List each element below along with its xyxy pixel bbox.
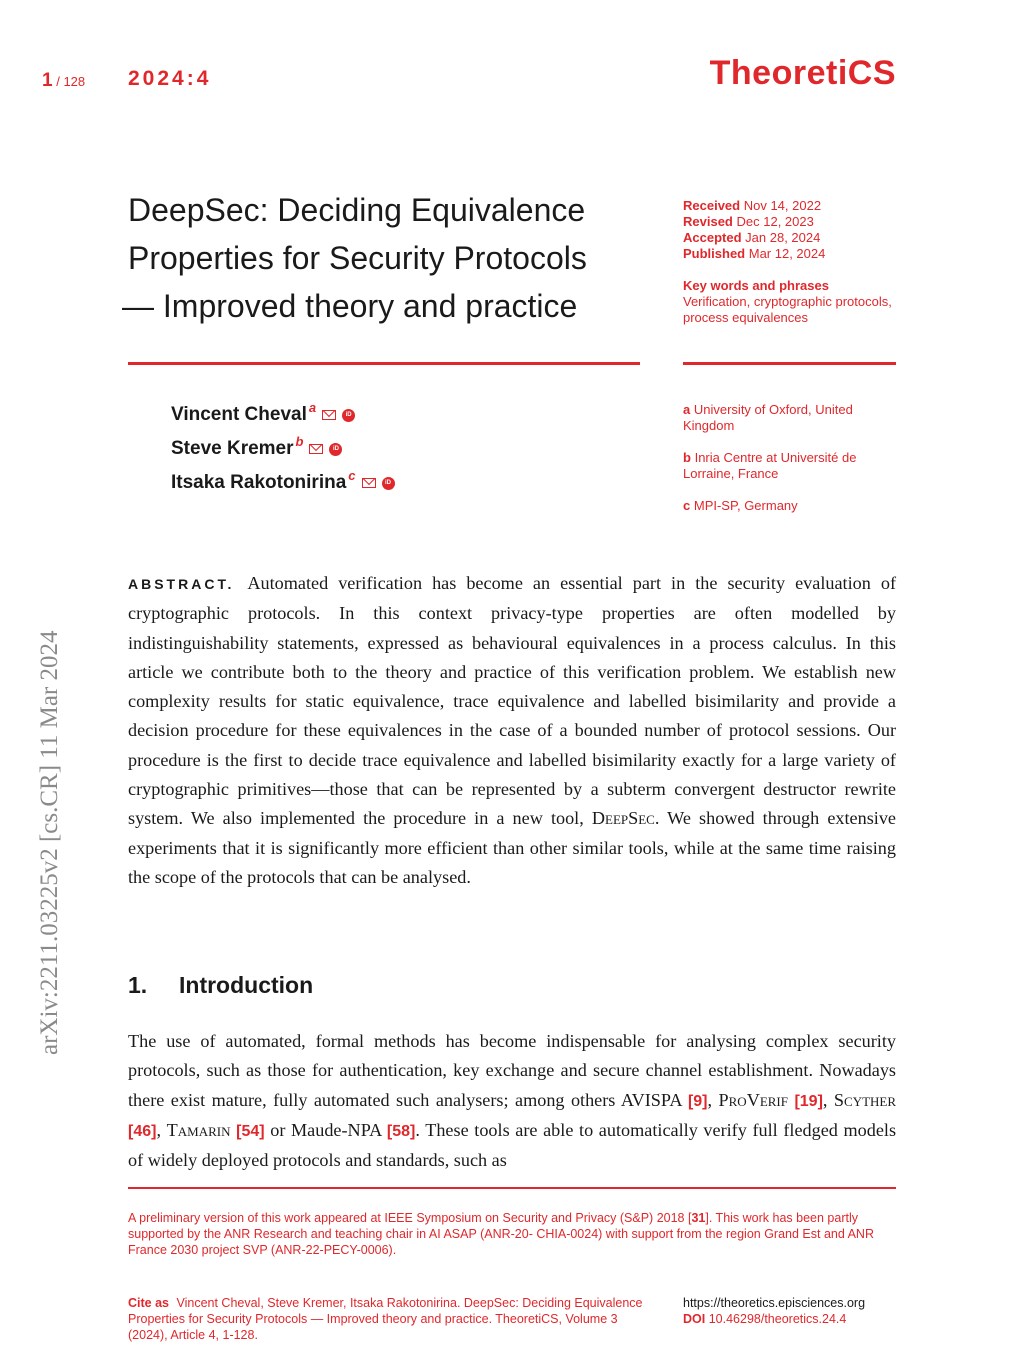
author-rakotonirina: Itsaka Rakotonirina $^c$ iD: [171, 466, 395, 500]
keywords: Verification, cryptographic protocols, process equivalences: [683, 294, 892, 325]
section-number: 1.: [128, 972, 148, 998]
tool-name-tamarin: Tamarin: [166, 1119, 231, 1140]
title-line-3: — Improved theory and practice: [122, 288, 578, 324]
abstract-text-2: . We showed through extensive experiments that it is significantly more efficient than other similar tools, while at the same time raising the scope of the protocols that can be analysed.: [128, 808, 897, 887]
author-kremer: Steve Kremer $^b$ iD: [171, 432, 395, 466]
citation-link[interactable]: [9]: [687, 1092, 708, 1110]
footnote: A preliminary version of this work appeared at IEEE Symposium on Security and Privacy (S&P) 2018 [31]. This work has been partly supported by the ANR Research and teaching chair in AI ASAP (ANR-20- CHIA-0024) with support from the region Grand Est and ANR France 2030 project SVP (ANR-22-PECY-0006).: [128, 1211, 874, 1257]
affiliation-a: a University of Oxford, United Kingdom: [683, 402, 853, 433]
page-number: [42, 70, 85, 92]
page-total: 128: [63, 74, 86, 89]
email-icon[interactable]: [362, 478, 376, 488]
page-current: 1: [42, 70, 53, 91]
arxiv-stamp: arXiv:2211.03225v2 [cs.CR] 11 Mar 2024: [36, 630, 63, 1055]
citation-link[interactable]: [19]: [794, 1092, 823, 1110]
author-list: [171, 398, 395, 500]
accepted-row: Accepted Jan 28, 2024: [683, 230, 821, 245]
email-icon[interactable]: [322, 410, 336, 420]
email-icon[interactable]: [309, 444, 323, 454]
journal-logo: TheoretiCS: [709, 54, 896, 92]
abstract-text-1: Automated verification has become an essential part in the security evaluation of cryptographic protocols. In this context privacy-type properties are often modelled by indistinguishability statements, expressed as behavioural equivalences in a process calculus. In this article we contribute both to the theory and practice of this verification problem. We establish new complexity results for static equivalence, trace equivalence and labelled bisimilarity and provide a decision procedure for these equivalences in the case of a bounded number of protocol sessions. Our procedure is the first to decide trace equivalence and labelled bisimilarity exactly for a large variety of cryptographic primitives—those that can be represented by a subterm convergent destructor rewrite system. We also implemented the procedure in a new tool,: [128, 573, 897, 829]
section-title: Introduction: [179, 972, 314, 998]
tool-name-scyther: Scyther: [833, 1089, 897, 1110]
cite-as: [128, 1295, 648, 1343]
title-line-2: Properties for Security Protocols: [128, 240, 587, 276]
revised-row: Revised Dec 12, 2023: [683, 214, 814, 229]
affiliation-list: [683, 402, 898, 530]
article-links: [683, 1295, 898, 1327]
orcid-icon[interactable]: iD: [382, 477, 395, 490]
paper-title: [122, 186, 648, 330]
received-row: Received Nov 14, 2022: [683, 198, 822, 213]
journal-url[interactable]: https://theoretics.episciences.org: [683, 1296, 866, 1310]
tool-name-proverif: ProVerif: [718, 1089, 788, 1110]
doi-row: DOI 10.46298/theoretics.24.4: [683, 1312, 847, 1326]
footnote-divider: [128, 1187, 896, 1189]
citation-link[interactable]: [58]: [386, 1122, 416, 1140]
issue-number: 2024:4: [128, 67, 212, 90]
cite-as-text: Vincent Cheval, Steve Kremer, Itsaka Rakotonirina. DeepSec: Deciding Equivalence Properties for Security Protocols — Improved theory and practice. TheoretiCS, Volume 3 (2024), Article 4, 1-128.: [128, 1296, 643, 1342]
page-separator: /: [56, 74, 60, 89]
citation-link[interactable]: [46]: [128, 1122, 157, 1140]
orcid-icon[interactable]: iD: [329, 443, 342, 456]
tool-name-deepsec: DeepSec: [591, 808, 655, 829]
title-line-1: DeepSec: Deciding Equivalence: [128, 192, 586, 228]
keywords-label: Key words and phrases: [683, 278, 829, 293]
section-heading: [128, 972, 313, 999]
doi-link[interactable]: 10.46298/theoretics.24.4: [708, 1312, 847, 1326]
title-divider: [128, 362, 640, 365]
citation-link[interactable]: [54]: [236, 1122, 265, 1140]
abstract-label: ABSTRACT.: [128, 576, 235, 592]
meta-divider: [683, 362, 896, 365]
affiliation-c: c MPI-SP, Germany: [683, 498, 798, 513]
published-row: Published Mar 12, 2024: [683, 246, 826, 261]
citation-link[interactable]: 31: [691, 1211, 706, 1225]
intro-paragraph: The use of automated, formal methods has become indispensable for analysing complex security protocols, such as those for authentication, key exchange and secure channel establishment. Nowadays there exist mature, fully automated such analysers; among others AVISPA [9], ProVerif [19], Scyther [46], Tamarin [54] or Maude-NPA [58]. These tools are able to automatically verify full fledged models of widely deployed protocols and standards, such as: [128, 1031, 897, 1171]
cite-as-label: Cite as: [128, 1296, 169, 1310]
author-cheval: Vincent Cheval $^a$ iD: [171, 398, 395, 432]
affiliation-b: b Inria Centre at Université de Lorraine, France: [683, 450, 857, 481]
abstract: [128, 569, 896, 892]
orcid-icon[interactable]: iD: [342, 409, 355, 422]
publication-meta: [683, 198, 903, 326]
